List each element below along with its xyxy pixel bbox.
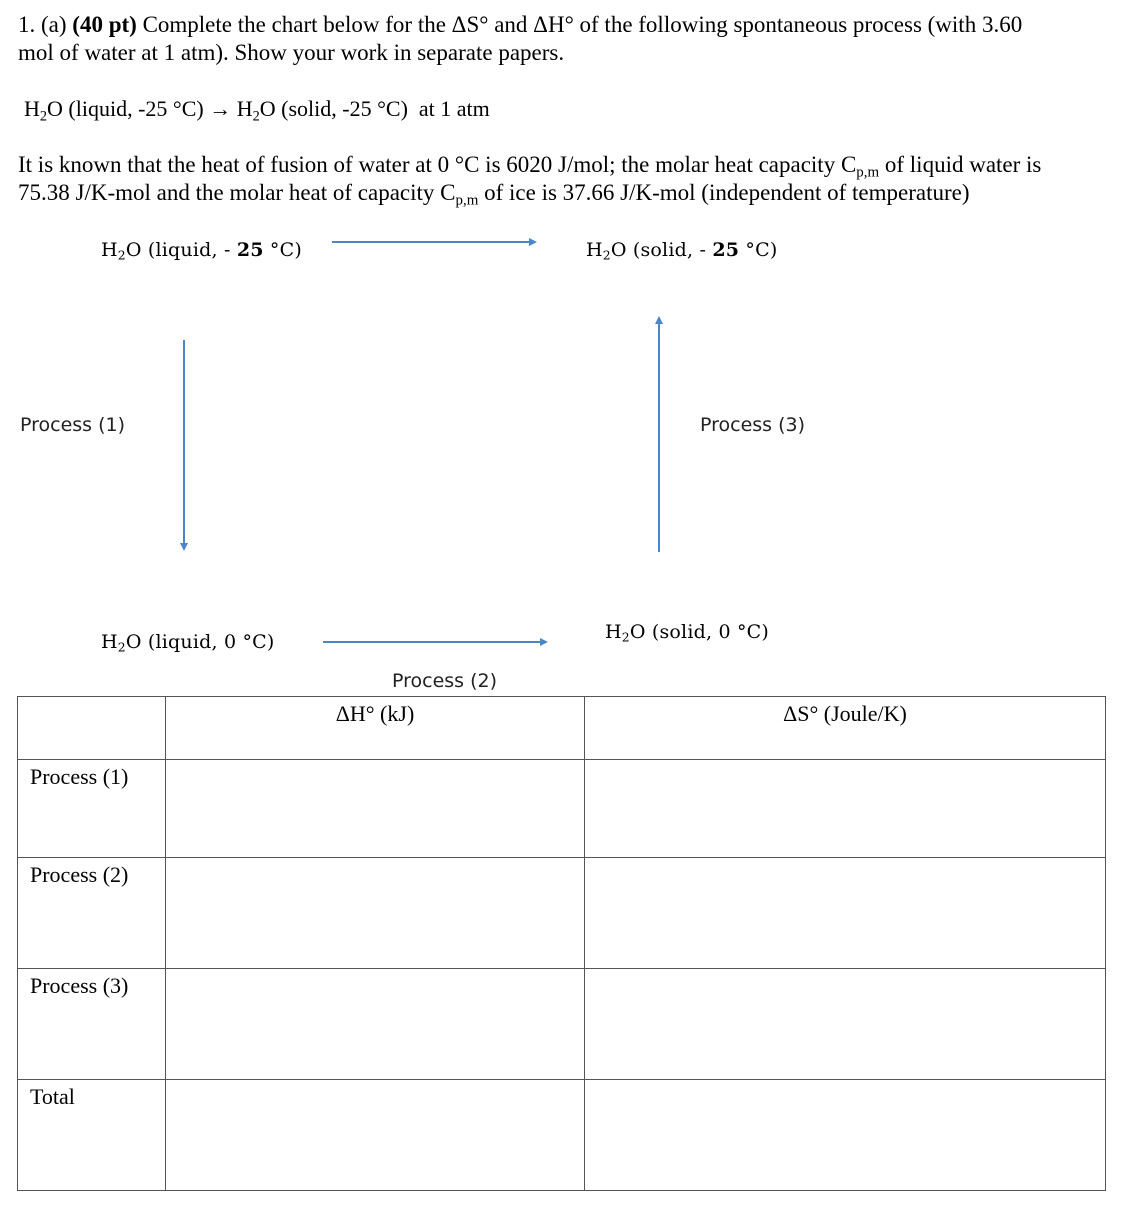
h2o-sub: 2 <box>117 248 126 263</box>
reaction-condition: at 1 atm <box>418 96 490 121</box>
question-points: (40 pt) <box>72 12 137 37</box>
state-temp: 25 <box>712 239 740 261</box>
given-text-c: 75.38 J/K-mol and the molar heat of capacity C <box>18 180 456 205</box>
given-text-b: of liquid water is <box>884 152 1042 177</box>
table-row <box>18 1080 1106 1191</box>
state-unit: °C) <box>263 239 302 261</box>
header-empty-cell <box>18 697 166 760</box>
product: O (solid, -25 °C) <box>259 96 408 121</box>
dh-answer-cell[interactable] <box>166 858 585 969</box>
state-text: O (liquid, - <box>125 239 237 261</box>
given-text-a: It is known that the heat of fusion of water at 0 °C is 6020 J/mol; the molar heat capacity C <box>18 152 857 177</box>
dh-answer-cell[interactable] <box>166 760 585 858</box>
h2o-sub: 2 <box>602 248 611 263</box>
cp-subscript: p,m <box>856 164 880 181</box>
process-2-label: Process (2) <box>392 670 498 692</box>
dh-answer-cell[interactable] <box>166 1080 585 1191</box>
state-text: O (solid, 0 °C) <box>629 621 770 643</box>
ds-answer-cell[interactable] <box>585 858 1106 969</box>
state-temp: 25 <box>236 239 264 261</box>
question-text: Complete the chart below for the ΔS° and ΔH° of the following spontaneous process (with 3.60 <box>142 12 1023 37</box>
col-ds-label: ΔS° (Joule/K) <box>783 701 907 726</box>
ds-answer-cell[interactable] <box>585 760 1106 858</box>
h2o-h: H <box>236 96 253 121</box>
table-row <box>18 858 1106 969</box>
cp-subscript: p,m <box>455 192 479 209</box>
table-row <box>18 969 1106 1080</box>
table-row <box>18 760 1106 858</box>
h2o-sub: 2 <box>621 630 630 645</box>
table-header-row <box>18 697 1106 760</box>
state-text: O (liquid, 0 °C) <box>125 631 275 653</box>
question-line-2: mol of water at 1 atm). Show your work in separate papers. <box>18 40 565 65</box>
process-3-label: Process (3) <box>700 414 806 436</box>
state-text: O (solid, - <box>610 239 713 261</box>
h2o-h: H <box>101 239 118 261</box>
row-label: Process (2) <box>18 858 166 969</box>
h2o-h: H <box>24 96 40 121</box>
row-label: Total <box>18 1080 166 1191</box>
state-unit: °C) <box>739 239 778 261</box>
row-label: Process (3) <box>18 969 166 1080</box>
reactant: O (liquid, -25 °C) <box>47 96 204 121</box>
ds-answer-cell[interactable] <box>585 1080 1106 1191</box>
h2o-sub: 2 <box>39 108 48 125</box>
col-dh-label: ΔH° (kJ) <box>335 701 415 726</box>
reaction-arrow: → <box>209 96 232 121</box>
given-text-d: of ice is 37.66 J/K-mol (independent of temperature) <box>484 180 970 205</box>
question-number: 1. (a) <box>18 12 67 37</box>
h2o-h: H <box>605 621 622 643</box>
header-ds <box>585 697 1106 760</box>
answer-table <box>17 696 1106 1191</box>
dh-answer-cell[interactable] <box>166 969 585 1080</box>
h2o-h: H <box>101 631 118 653</box>
header-dh <box>166 697 585 760</box>
row-label: Process (1) <box>18 760 166 858</box>
h2o-sub: 2 <box>117 640 126 655</box>
process-1-label: Process (1) <box>20 414 126 436</box>
h2o-h: H <box>586 239 603 261</box>
ds-answer-cell[interactable] <box>585 969 1106 1080</box>
h2o-sub: 2 <box>252 108 260 125</box>
